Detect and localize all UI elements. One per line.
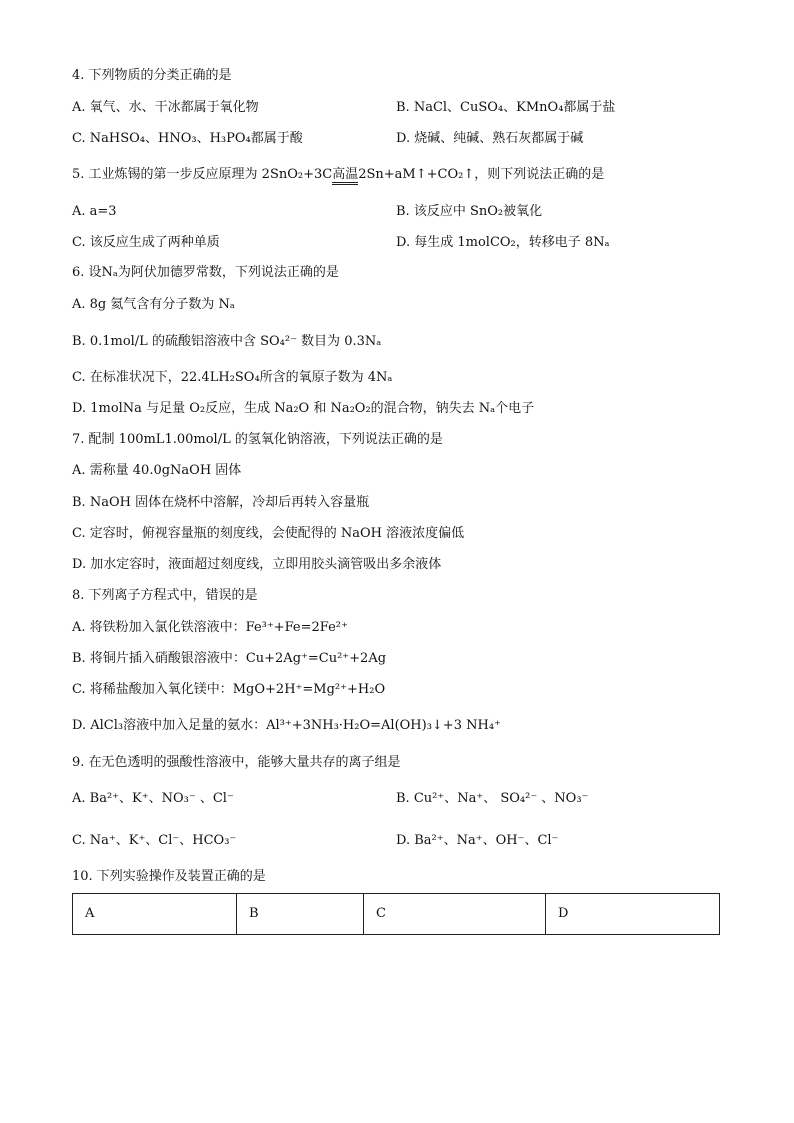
q7-option-d: D. 加水定容时，液面超过刻度线，立即用胶头滴管吸出多余液体 [72,557,442,572]
table-header-a: A [73,894,237,934]
q5-stem-after: 2Sn+aM↑+CO₂↑，则下列说法正确的是 [358,167,605,182]
q5-option-c: C. 该反应生成了两种单质 [72,235,220,250]
q7-option-a: A. 需称量 40.0gNaOH 固体 [72,463,242,478]
question-8-stem: 8. 下列离子方程式中，错误的是 [72,588,258,603]
q4-option-d: D. 烧碱、纯碱、熟石灰都属于碱 [396,131,584,146]
question-7-stem: 7. 配制 100mL1.00mol/L 的氢氧化钠溶液，下列说法正确的是 [72,432,443,447]
q4-option-a: A. 氧气、水、干冰都属于氧化物 [72,100,259,115]
reaction-condition: 高温 [332,167,358,185]
table-header-b: B [237,894,364,934]
table-header-c: C [364,894,546,934]
question-10-stem: 10. 下列实验操作及装置正确的是 [72,869,266,884]
q7-option-c: C. 定容时，俯视容量瓶的刻度线，会使配得的 NaOH 溶液浓度偏低 [72,526,465,541]
q8-option-a: A. 将铁粉加入氯化铁溶液中：Fe³⁺+Fe=2Fe²⁺ [72,620,348,635]
q5-stem-before: 5. 工业炼锡的第一步反应原理为 2SnO₂+3C [72,167,333,182]
q4-option-c: C. NaHSO₄、HNO₃、H₃PO₄都属于酸 [72,131,303,146]
question-4-stem: 4. 下列物质的分类正确的是 [72,68,232,83]
question-9-stem: 9. 在无色透明的强酸性溶液中，能够大量共存的离子组是 [72,755,401,770]
q5-option-d: D. 每生成 1molCO₂，转移电子 8Nₐ [396,235,610,250]
q4-option-b: B. NaCl、CuSO₄、KMnO₄都属于盐 [396,100,616,115]
q9-option-c: C. Na⁺、K⁺、Cl⁻、HCO₃⁻ [72,833,237,848]
q8-option-c: C. 将稀盐酸加入氧化镁中：MgO+2H⁺=Mg²⁺+H₂O [72,682,386,697]
question-6-stem: 6. 设Nₐ为阿伏加德罗常数，下列说法正确的是 [72,265,339,280]
table-header-d: D [558,906,569,921]
q5-option-b: B. 该反应中 SnO₂被氧化 [396,204,543,219]
q5-option-a: A. a=3 [72,204,117,219]
q8-option-b: B. 将铜片插入硝酸银溶液中：Cu+2Ag⁺=Cu²⁺+2Ag [72,651,387,666]
q9-option-a: A. Ba²⁺、K⁺、NO₃⁻ 、Cl⁻ [72,791,234,806]
q6-option-d: D. 1molNa 与足量 O₂反应，生成 Na₂O 和 Na₂O₂的混合物，钠失去 Nₐ个电子 [72,401,535,416]
q6-option-b: B. 0.1mol/L 的硫酸铝溶液中含 SO₄²⁻ 数目为 0.3Nₐ [72,334,382,349]
q7-option-b: B. NaOH 固体在烧杯中溶解，冷却后再转入容量瓶 [72,495,370,510]
q9-option-b: B. Cu²⁺、Na⁺、 SO₄²⁻ 、NO₃⁻ [396,791,589,806]
q6-option-c: C. 在标准状况下，22.4LH₂SO₄所含的氧原子数为 4Nₐ [72,370,393,385]
q9-option-d: D. Ba²⁺、Na⁺、OH⁻、Cl⁻ [396,833,559,848]
question-5-stem [72,166,604,184]
q8-option-d: D. AlCl₃溶液中加入足量的氨水：Al³⁺+3NH₃·H₂O=Al(OH)₃↓+3 NH₄⁺ [72,718,501,733]
q6-option-a: A. 8g 氦气含有分子数为 Nₐ [72,297,235,312]
options-table [72,893,720,935]
